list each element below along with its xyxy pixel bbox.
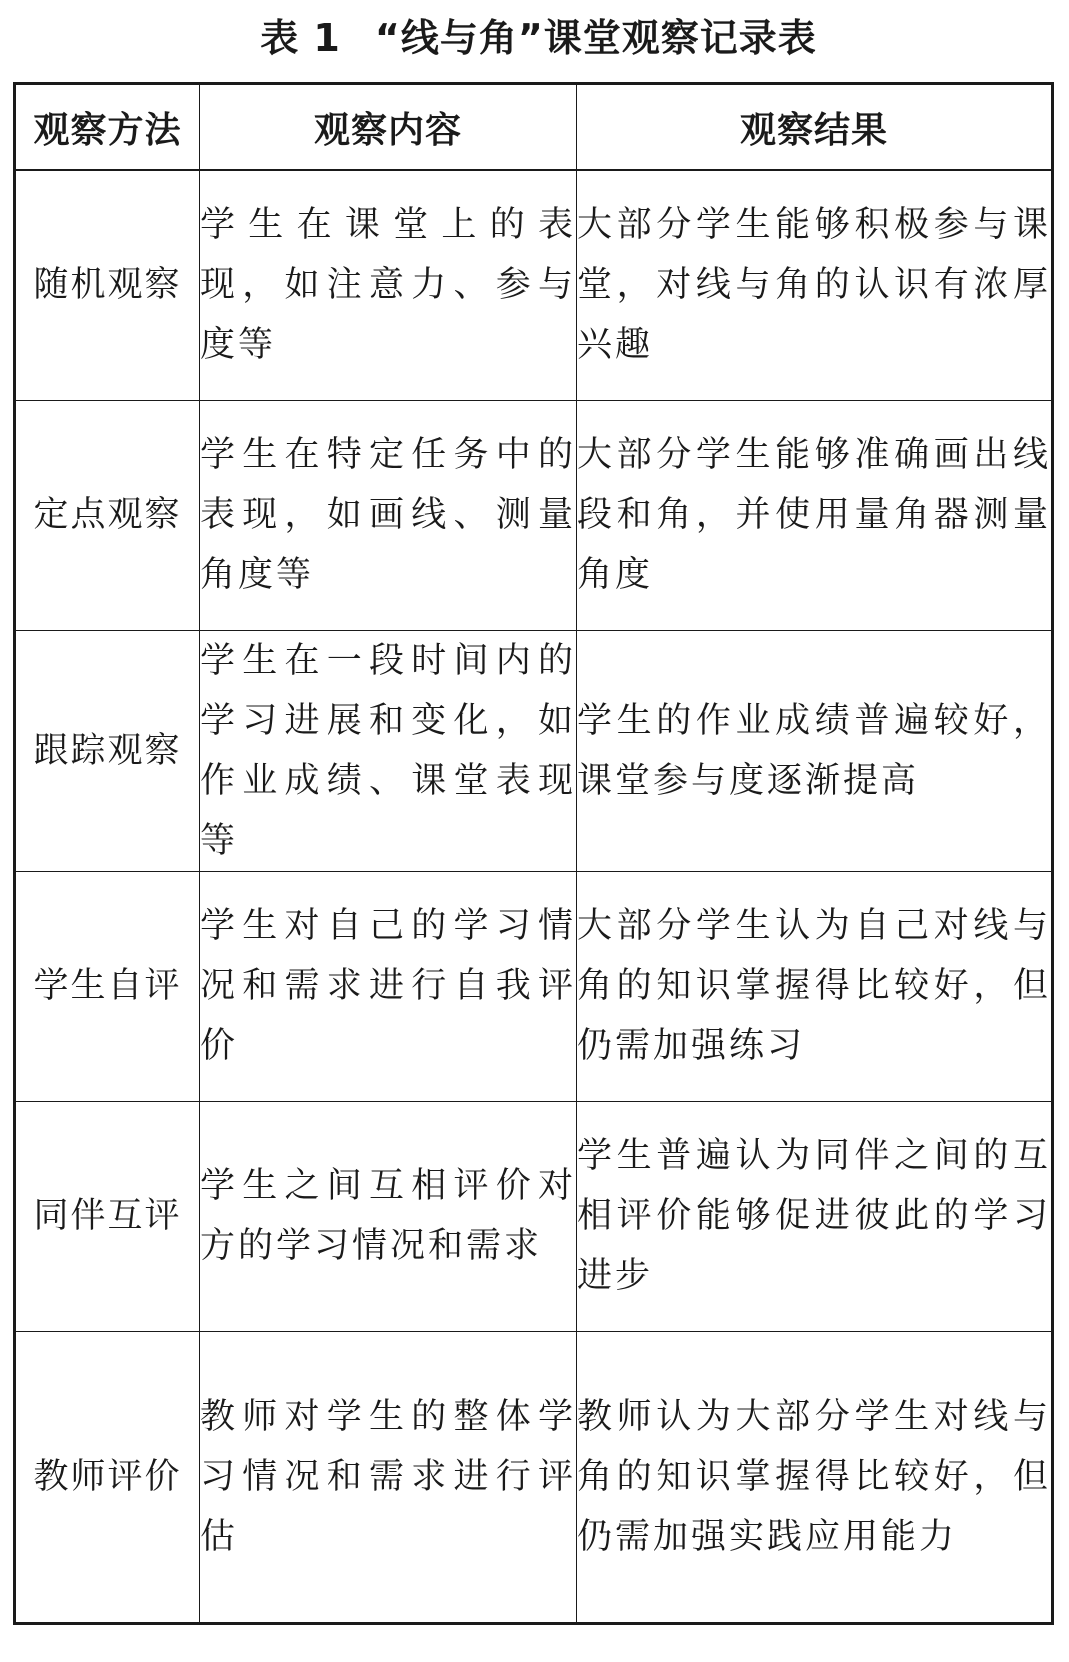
table-row <box>15 1101 1053 1331</box>
table-row <box>15 871 1053 1101</box>
cell-result: 教师认为大部分学生对线与角的知识掌握得比较好，但仍需加强实践应用能力 <box>577 1331 1053 1623</box>
cell-result: 大部分学生认为自己对线与角的知识掌握得比较好，但仍需加强练习 <box>577 871 1053 1101</box>
table-header-row <box>15 84 1053 171</box>
cell-content: 学生之间互相评价对方的学习情况和需求 <box>200 1101 577 1331</box>
header-content: 观察内容 <box>200 84 577 171</box>
table-row <box>15 400 1053 630</box>
cell-result: 学生普遍认为同伴之间的互相评价能够促进彼此的学习进步 <box>577 1101 1053 1331</box>
cell-result: 大部分学生能够积极参与课堂，对线与角的认识有浓厚兴趣 <box>577 170 1053 400</box>
table-title-text: “线与角”课堂观察记录表 <box>374 16 817 60</box>
cell-method: 同伴互评 <box>15 1101 200 1331</box>
cell-result: 大部分学生能够准确画出线段和角，并使用量角器测量角度 <box>577 400 1053 630</box>
cell-method: 跟踪观察 <box>15 630 200 871</box>
cell-content: 学生在课堂上的表现，如注意力、参与度等 <box>200 170 577 400</box>
cell-result: 学生的作业成绩普遍较好，课堂参与度逐渐提高 <box>577 630 1053 871</box>
table-number: 表 1 <box>260 16 341 60</box>
header-method: 观察方法 <box>15 84 200 171</box>
cell-content: 教师对学生的整体学习情况和需求进行评估 <box>200 1331 577 1623</box>
cell-method: 学生自评 <box>15 871 200 1101</box>
table-title <box>0 8 1069 68</box>
cell-method: 定点观察 <box>15 400 200 630</box>
cell-content: 学生在一段时间内的学习进展和变化，如作业成绩、课堂表现等 <box>200 630 577 871</box>
table-row <box>15 1331 1053 1623</box>
cell-content: 学生对自己的学习情况和需求进行自我评价 <box>200 871 577 1101</box>
table-row <box>15 630 1053 871</box>
observation-table <box>13 82 1054 1625</box>
cell-content: 学生在特定任务中的表现，如画线、测量角度等 <box>200 400 577 630</box>
cell-method: 教师评价 <box>15 1331 200 1623</box>
cell-method: 随机观察 <box>15 170 200 400</box>
header-result: 观察结果 <box>577 84 1053 171</box>
table-row <box>15 170 1053 400</box>
